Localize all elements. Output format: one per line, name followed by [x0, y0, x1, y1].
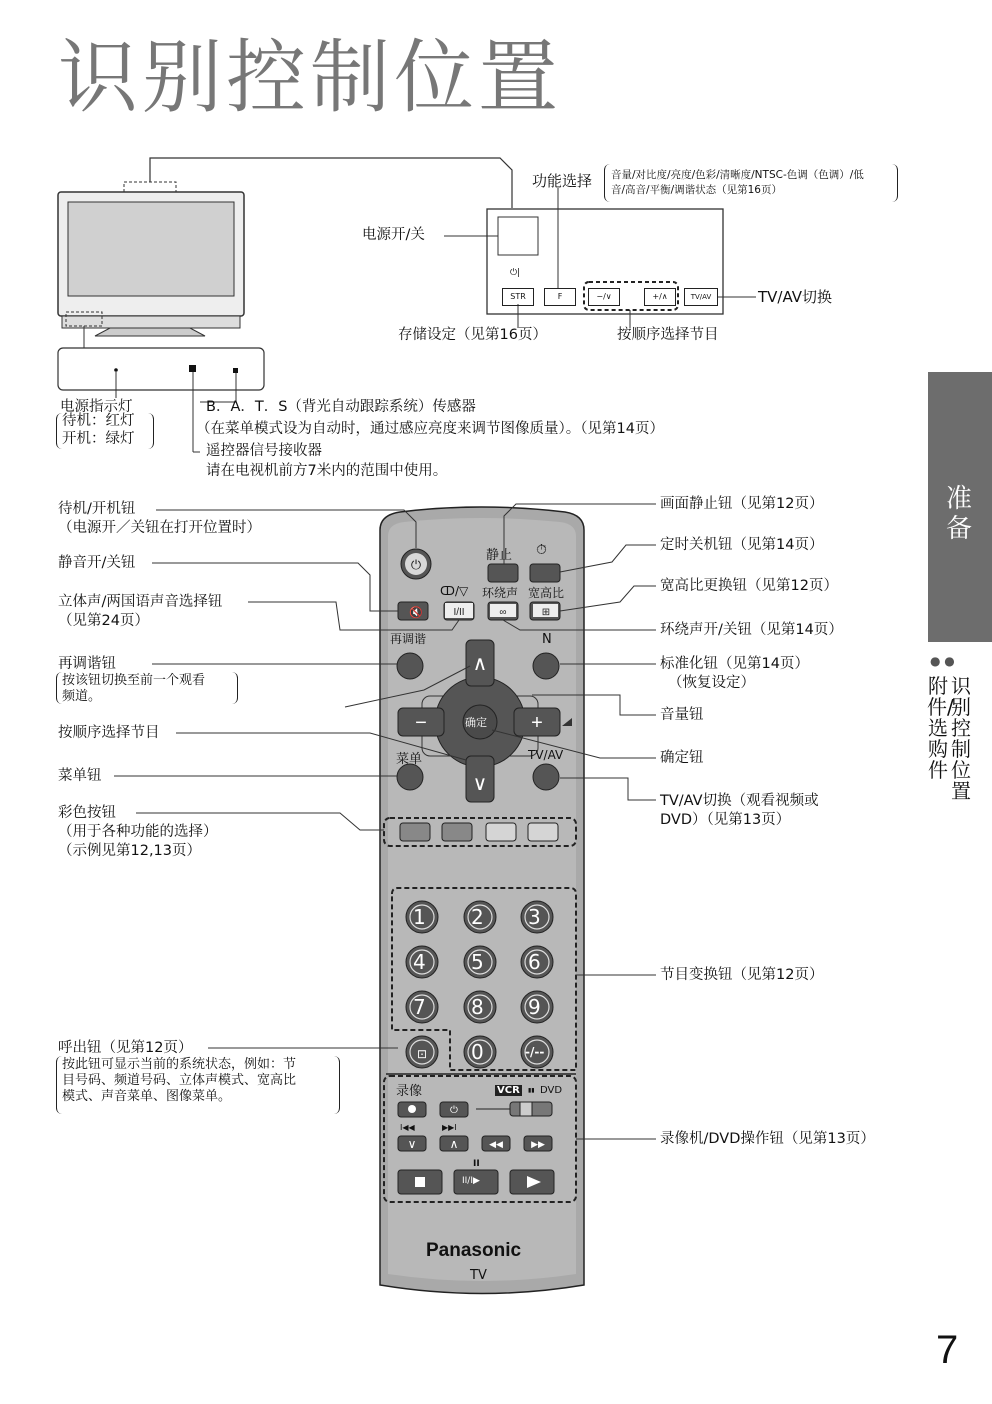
- timer-button-label: 定时关机钮（见第14页）: [660, 537, 824, 553]
- digit-8[interactable]: 8: [471, 995, 484, 1019]
- vcr-dvd-label: 录像机/DVD操作钮（见第13页）: [660, 1131, 875, 1147]
- color-button-note-2: （示例见第12,13页）: [58, 843, 202, 859]
- menu-button-label: 菜单钮: [58, 768, 102, 784]
- channel-select-label: 按顺序选择节目: [58, 725, 160, 741]
- normalize-button-note: （恢复设定）: [668, 675, 755, 691]
- side-dots: ● ●: [930, 654, 955, 668]
- function-note-2: 音/高音/平衡/调谐状态（见第16页）: [611, 184, 782, 196]
- page-title: 识别控制位置: [58, 31, 562, 124]
- vcr-label: VCR: [497, 1085, 520, 1096]
- channel-down-button[interactable]: −/∨: [588, 288, 620, 306]
- function-note-1: 音量/对比度/亮度/色彩/清晰度/NTSC-色调（色调）/低: [611, 169, 864, 181]
- digit-5[interactable]: 5: [471, 950, 484, 974]
- side-vertical-left: 附件/选购件: [927, 674, 954, 782]
- digit-3[interactable]: 3: [528, 905, 541, 929]
- on-green-label: 开机：绿灯: [62, 431, 135, 447]
- svg-text:∧: ∧: [472, 653, 488, 675]
- svg-text:∞: ∞: [499, 607, 507, 618]
- svg-text:∨: ∨: [472, 773, 488, 795]
- pause-play-label[interactable]: II/I▶: [462, 1176, 480, 1186]
- remote-tvav-label: TV/AV: [528, 748, 564, 762]
- channel-number-label: 节目变换钮（见第12页）: [660, 967, 824, 983]
- tvav-button-note: DVD）（见第13页）: [660, 812, 791, 828]
- recall-note-2: 频道。: [62, 689, 102, 704]
- remote-receiver-note: 请在电视机前方7米内的范围中使用。: [206, 463, 448, 479]
- remote-brand: Panasonic: [426, 1240, 522, 1261]
- function-select-label: 功能选择: [532, 172, 593, 190]
- side-vertical-right: 识别控制位置: [951, 674, 971, 803]
- power-switch-label: 电源开/关: [362, 227, 425, 243]
- surround-button-label: 环绕声开/关钮（见第14页）: [660, 622, 843, 638]
- str-button[interactable]: STR: [502, 288, 534, 306]
- color-button-label: 彩色按钮: [58, 805, 116, 821]
- digit-9[interactable]: 9: [528, 995, 541, 1019]
- store-setting-label: 存储设定（见第16页）: [398, 327, 547, 343]
- ok-label: 确定: [465, 716, 487, 729]
- panel-tvav-button[interactable]: TV/AV: [684, 288, 718, 306]
- mute-button-label: 静音开/关钮: [58, 555, 136, 571]
- pause-mark: II: [473, 1159, 480, 1169]
- color-button-note-1: （用于各种功能的选择）: [58, 824, 218, 840]
- record-label: 录像: [396, 1084, 423, 1099]
- digit-4[interactable]: 4: [413, 950, 426, 974]
- ok-button-label: 确定钮: [660, 750, 704, 766]
- recall-info-button-label: 呼出钮（见第12页）: [58, 1040, 193, 1056]
- stereo-symbol: ↀ/▽: [440, 584, 469, 598]
- recall-button-label: 再调谐钮: [58, 656, 116, 672]
- normalize-button-label: 标准化钮（见第14页）: [660, 656, 809, 672]
- recall-info-note-3: 模式、声音菜单、图像菜单。: [62, 1089, 232, 1104]
- svg-text:∨: ∨: [407, 1137, 417, 1151]
- skip-fwd-label: ▶▶I: [442, 1123, 457, 1132]
- stereo-button-note: （见第24页）: [58, 613, 149, 629]
- digit-2[interactable]: 2: [471, 905, 484, 929]
- f-button[interactable]: F: [544, 288, 576, 306]
- aspect-label: 宽高比: [528, 586, 565, 600]
- recall-note-1: 按该钮切换至前一个观看: [62, 673, 206, 688]
- svg-text:⏻: ⏻: [450, 1105, 458, 1116]
- recall-info-note-2: 目号码、频道号码、立体声模式、宽高比: [62, 1073, 297, 1088]
- recall-tune-label: 再调谐: [390, 632, 427, 646]
- tvav-button-label: TV/AV切换（观看视频或: [660, 793, 819, 809]
- dash-button-label[interactable]: -/--: [525, 1045, 545, 1059]
- page-number: 7: [936, 1328, 959, 1372]
- remote-model: TV: [470, 1268, 487, 1283]
- standby-red-label: 待机：红灯: [62, 413, 135, 429]
- svg-text:−: −: [415, 712, 427, 734]
- digit-1[interactable]: 1: [413, 905, 426, 929]
- svg-text:⊞: ⊞: [541, 607, 551, 618]
- standby-button-label: 待机/开机钮: [58, 501, 136, 517]
- standby-button-note: （电源开／关钮在打开位置时）: [58, 520, 261, 536]
- panel-power-symbol: ⏻|: [510, 268, 521, 278]
- bats-sensor-label: B．A．T．S（背光自动跟踪系统）传感器: [206, 399, 476, 415]
- timer-icon: ⏱: [536, 542, 547, 558]
- digit-0[interactable]: 0: [471, 1040, 484, 1064]
- still-label: 静止: [486, 548, 513, 563]
- channel-up-button[interactable]: +/∧: [644, 288, 676, 306]
- svg-text:∧: ∧: [449, 1137, 459, 1151]
- svg-text:⏻: ⏻: [410, 557, 422, 572]
- volume-button-label: 音量钮: [660, 707, 704, 723]
- digit-6[interactable]: 6: [528, 950, 541, 974]
- switch-marks: ▮▮: [528, 1087, 535, 1094]
- svg-text:▶▶: ▶▶: [531, 1139, 545, 1149]
- dvd-label: DVD: [540, 1085, 563, 1096]
- svg-text:+: +: [531, 712, 543, 734]
- still-button-label: 画面静止钮（见第12页）: [660, 496, 824, 512]
- bats-note: （在菜单模式设为自动时，通过感应亮度来调节图像质量）。（见第14页）: [196, 421, 664, 437]
- aspect-button-label: 宽高比更换钮（见第12页）: [660, 578, 838, 594]
- power-indicator-label: 电源指示灯: [60, 399, 133, 415]
- surround-label: 环绕声: [482, 586, 519, 600]
- stereo-button-label: 立体声/两国语声音选择钮: [58, 594, 223, 610]
- menu-label: 菜单: [396, 752, 423, 767]
- side-tab-label: 准备: [945, 484, 972, 544]
- svg-text:⊡: ⊡: [416, 1047, 428, 1061]
- n-label: N: [542, 632, 552, 647]
- recall-info-note-1: 按此钮可显示当前的系统状态，例如：节: [62, 1057, 297, 1072]
- svg-text:I/II: I/II: [453, 607, 465, 618]
- digit-7[interactable]: 7: [413, 995, 426, 1019]
- channel-order-label: 按顺序选择节目: [617, 327, 719, 343]
- skip-back-label: I◀◀: [400, 1123, 415, 1132]
- remote-receiver-label: 遥控器信号接收器: [206, 443, 322, 459]
- tvav-switch-label: TV/AV切换: [758, 288, 833, 306]
- svg-text:🔇: 🔇: [409, 607, 423, 619]
- svg-text:◀◀: ◀◀: [489, 1139, 503, 1149]
